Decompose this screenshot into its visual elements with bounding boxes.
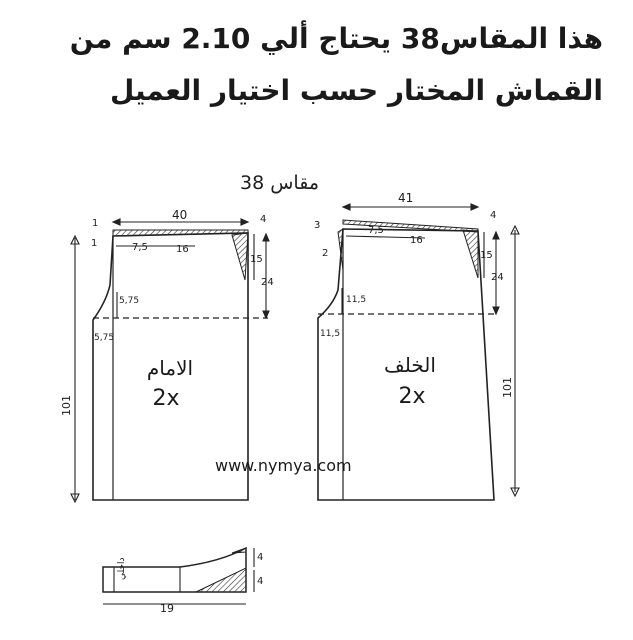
front-corner-4-label: 4 — [260, 214, 267, 225]
front-width-label: 40 — [172, 208, 188, 222]
front-corner-1-label: 1 — [92, 218, 99, 229]
back-width-head-left — [343, 204, 350, 210]
back-corner-2-label: 2 — [322, 248, 329, 259]
back-corner-4-label: 4 — [490, 210, 497, 221]
front-length-label: 101 — [60, 395, 73, 416]
front-hip-depth-label: 24 — [261, 277, 274, 288]
front-crotch-width-label: 5,75 — [94, 333, 115, 343]
front-piece-qty: 2x — [152, 386, 180, 411]
back-corner-3-label: 3 — [314, 220, 321, 231]
front-corner-2-label: 1 — [91, 238, 98, 249]
back-dart-height-label: 15 — [480, 250, 493, 261]
front-seg-2-label: 16 — [176, 244, 189, 255]
back-seg-2-label: 16 — [410, 235, 423, 246]
waistband-width-label: 19 — [160, 602, 174, 615]
size-label: مقاس 38 — [240, 172, 319, 194]
back-width-head-right — [471, 204, 478, 210]
back-crotch-height-label: 11,5 — [346, 295, 367, 305]
back-hip-depth-label: 24 — [491, 272, 504, 283]
back-length-label: 101 — [501, 377, 514, 398]
front-dart-hatch — [232, 233, 248, 280]
back-piece-qty: 2x — [398, 384, 426, 409]
website-watermark: www.nymya.com — [215, 456, 352, 475]
front-hip-depth-head — [263, 311, 269, 318]
front-width-arrow-head-right — [241, 219, 248, 225]
back-hip-depth-head-top — [493, 232, 499, 239]
back-dart-hatch — [463, 230, 478, 278]
header-title-line-2: القماش المختار حسب اختيار العميل — [110, 74, 603, 107]
waistband-rise-2-label: 4 — [257, 576, 264, 587]
back-width-label: 41 — [398, 191, 414, 205]
back-piece-name: الخلف — [384, 353, 436, 377]
header-title-line-1: هذا المقاس38 يحتاج ألي 2.10 سم من — [69, 22, 603, 55]
front-hip-depth-head-top — [263, 234, 269, 241]
front-crotch-height-label: 5,75 — [119, 296, 140, 306]
front-width-arrow-head-left — [113, 219, 120, 225]
back-seg-1-label: 7,5 — [368, 225, 384, 236]
waistband-hatch — [196, 568, 246, 592]
front-piece-name: الامام — [146, 356, 194, 380]
front-seg-1-label: 7,5 — [132, 242, 148, 253]
waistband-inner-label: داخلي — [117, 557, 127, 580]
waistband-top-hatch — [232, 548, 246, 553]
back-hip-depth-head — [493, 307, 499, 314]
front-dart-height-label: 15 — [250, 254, 263, 265]
waistband-rise-1-label: 4 — [257, 552, 264, 563]
back-crotch-width-label: 11,5 — [320, 329, 341, 339]
